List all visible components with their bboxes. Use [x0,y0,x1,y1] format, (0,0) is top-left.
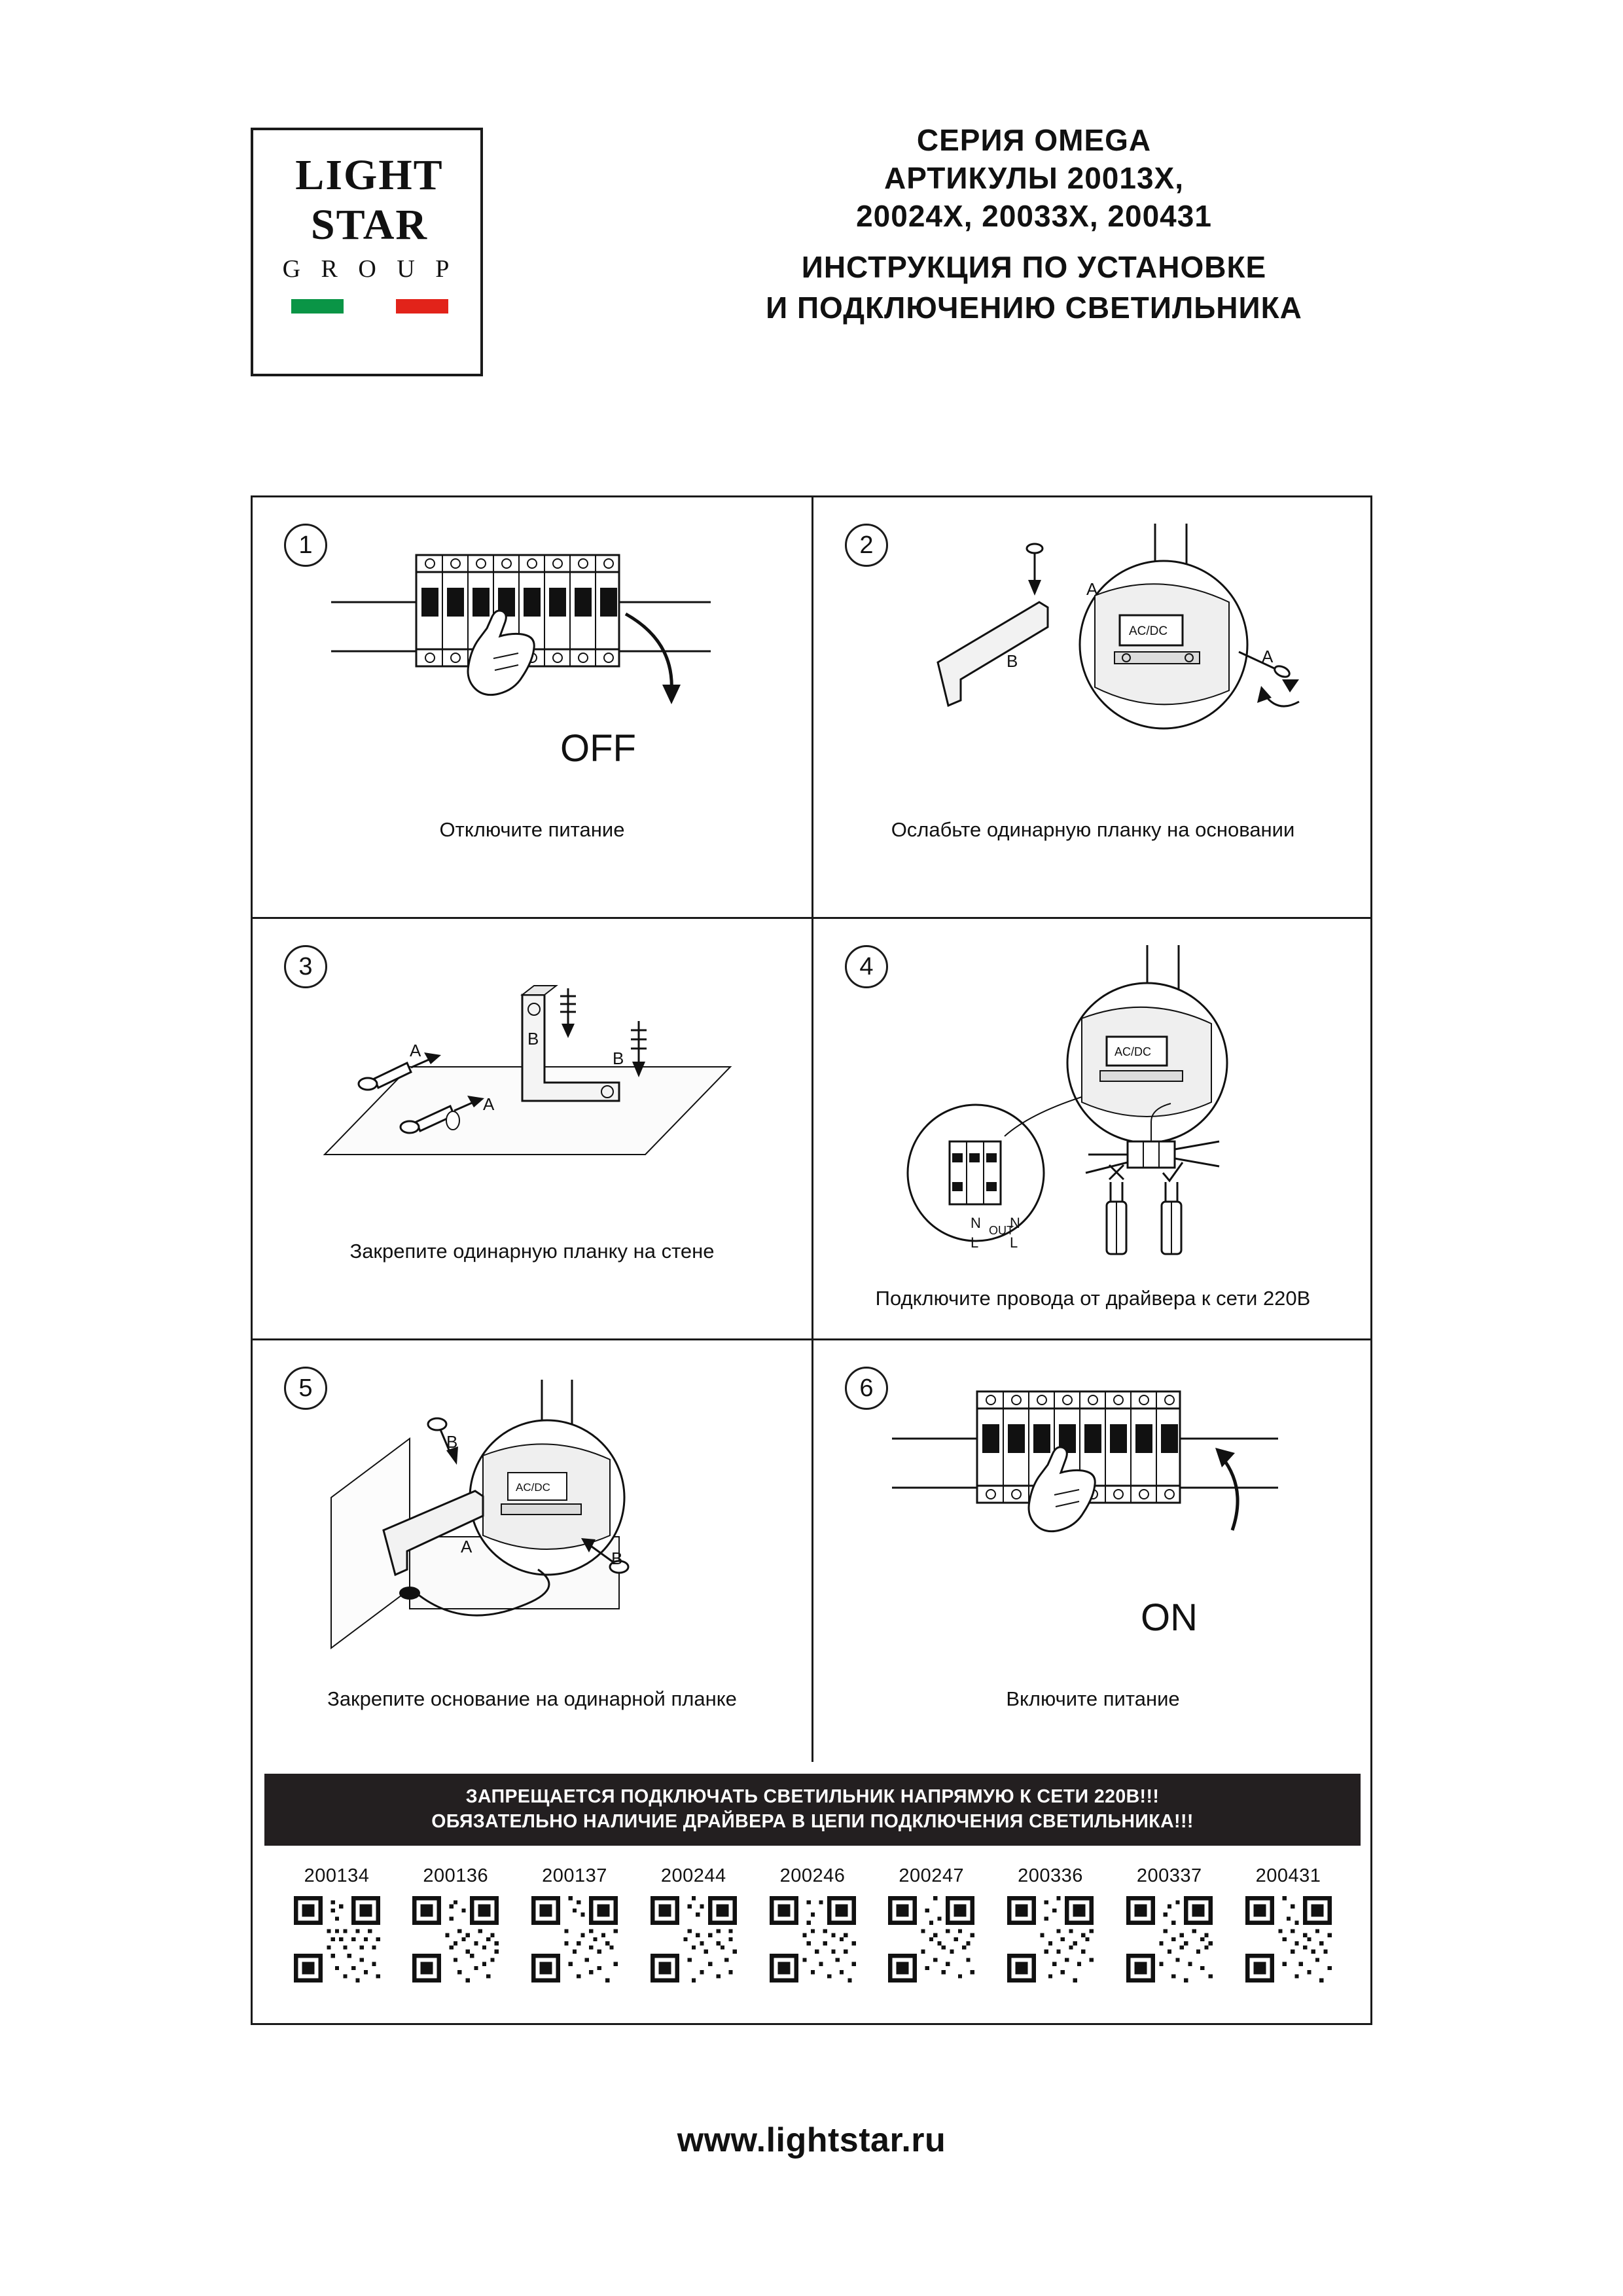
qr-code-icon[interactable] [1245,1896,1332,1982]
page-header [0,121,1623,396]
qr-item [521,1865,629,2016]
step-3-label-b2: B [613,1049,624,1068]
svg-text:AC/DC: AC/DC [1129,624,1168,638]
qr-code-icon[interactable] [651,1896,737,1982]
qr-code-icon[interactable] [1126,1896,1213,1982]
step-6-caption: Включите питание [1006,1687,1180,1710]
qr-item [997,1865,1105,2016]
qr-item [402,1865,510,2016]
title-instruction-2: И ПОДКЛЮЧЕНИЮ СВЕТИЛЬНИКА [766,291,1302,325]
step-3-label-a2: A [483,1094,495,1114]
title-instruction-1: ИНСТРУКЦИЯ ПО УСТАНОВКЕ [801,250,1267,284]
qr-label: 200134 [304,1865,370,1886]
step-2-illustration [899,524,1330,831]
qr-label: 200246 [779,1865,846,1886]
step-cell-4 [813,919,1372,1340]
svg-text:AC/DC: AC/DC [516,1481,550,1494]
brand-logo [251,128,483,376]
step-4-terminal-label-l1: L [971,1234,979,1251]
step-cell-2 [813,497,1372,919]
step-6-annotation: ON [1141,1596,1198,1639]
step-cell-6 [813,1340,1372,1762]
warning-line-1: ЗАПРЕЩАЕТСЯ ПОДКЛЮЧАТЬ СВЕТИЛЬНИК НАПРЯМУЮ К СЕТИ 220В!!! [465,1786,1160,1807]
svg-text:AC/DC: AC/DC [1115,1045,1152,1058]
qr-label: 200136 [423,1865,489,1886]
qr-code-icon[interactable] [412,1896,499,1982]
step-4-caption: Подключите провода от драйвера к сети 220В [875,1287,1311,1310]
step-number-6: 6 [845,1367,888,1410]
qr-label: 200431 [1255,1865,1321,1886]
steps-grid [253,497,1370,1762]
step-6-illustration [879,1367,1337,1674]
step-1-illustration [318,530,750,838]
qr-item [758,1865,866,2016]
qr-item [283,1865,391,2016]
footer-url[interactable]: www.lightstar.ru [677,2121,946,2159]
qr-label: 200244 [660,1865,726,1886]
logo-line-group: G R O U P [282,255,457,283]
step-5-caption: Закрепите основание на одинарной планке [327,1687,737,1710]
step-4-illustration [866,945,1363,1272]
qr-item [878,1865,986,2016]
step-number-3: 3 [284,945,327,988]
qr-item [1115,1865,1223,2016]
step-5-illustration [312,1373,770,1681]
step-2-label-a2: A [1262,647,1274,666]
step-2-label-b: B [1007,651,1018,671]
instruction-panel [251,495,1372,2025]
step-3-caption: Закрепите одинарную планку на стене [349,1240,715,1263]
logo-line-star: STAR [310,201,429,249]
title-series: СЕРИЯ OMEGA [916,123,1152,157]
step-number-4: 4 [845,945,888,988]
step-2-caption: Ослабьте одинарную планку на основании [891,818,1295,841]
step-5-label-a: A [461,1537,473,1556]
step-4-terminal-label-l2: L [1010,1234,1018,1251]
italian-flag-icon [291,299,448,314]
page-title [563,121,1505,328]
qr-code-icon[interactable] [888,1896,974,1982]
warning-banner [264,1774,1361,1846]
step-1-caption: Отключите питание [439,818,625,841]
step-4-terminal-label-n1: N [971,1215,981,1231]
qr-code-row [264,1865,1361,2016]
step-cell-1 [253,497,813,919]
step-5-label-b1: B [446,1432,458,1452]
qr-code-icon[interactable] [770,1896,856,1982]
qr-item [639,1865,747,2016]
step-5-label-b2: B [611,1549,623,1568]
qr-item [1234,1865,1342,2016]
logo-line-light: LIGHT [295,151,444,199]
qr-code-icon[interactable] [1007,1896,1094,1982]
qr-label: 200336 [1018,1865,1083,1886]
step-4-terminal-label-n2: N [1010,1215,1020,1231]
qr-code-icon[interactable] [294,1896,380,1982]
step-number-5: 5 [284,1367,327,1410]
step-cell-5 [253,1340,813,1762]
step-number-1: 1 [284,524,327,567]
step-3-illustration [312,958,757,1233]
step-3-label-a1: A [410,1041,421,1060]
title-articles-2: 20024Х, 20033Х, 200431 [856,199,1212,233]
step-3-label-b1: B [527,1029,539,1049]
step-cell-3 [253,919,813,1340]
step-number-2: 2 [845,524,888,567]
qr-label: 200247 [899,1865,965,1886]
step-2-label-a1: A [1086,579,1098,599]
step-1-annotation: OFF [560,727,636,770]
title-articles-1: АРТИКУЛЫ 20013Х, [883,161,1184,195]
qr-label: 200137 [542,1865,607,1886]
qr-label: 200337 [1136,1865,1202,1886]
step-4-terminal-label-out: OUT [989,1224,1014,1237]
warning-line-2: ОБЯЗАТЕЛЬНО НАЛИЧИЕ ДРАЙВЕРА В ЦЕПИ ПОДКЛЮЧЕНИЯ СВЕТИЛЬНИКА!!! [431,1811,1194,1832]
qr-code-icon[interactable] [531,1896,618,1982]
